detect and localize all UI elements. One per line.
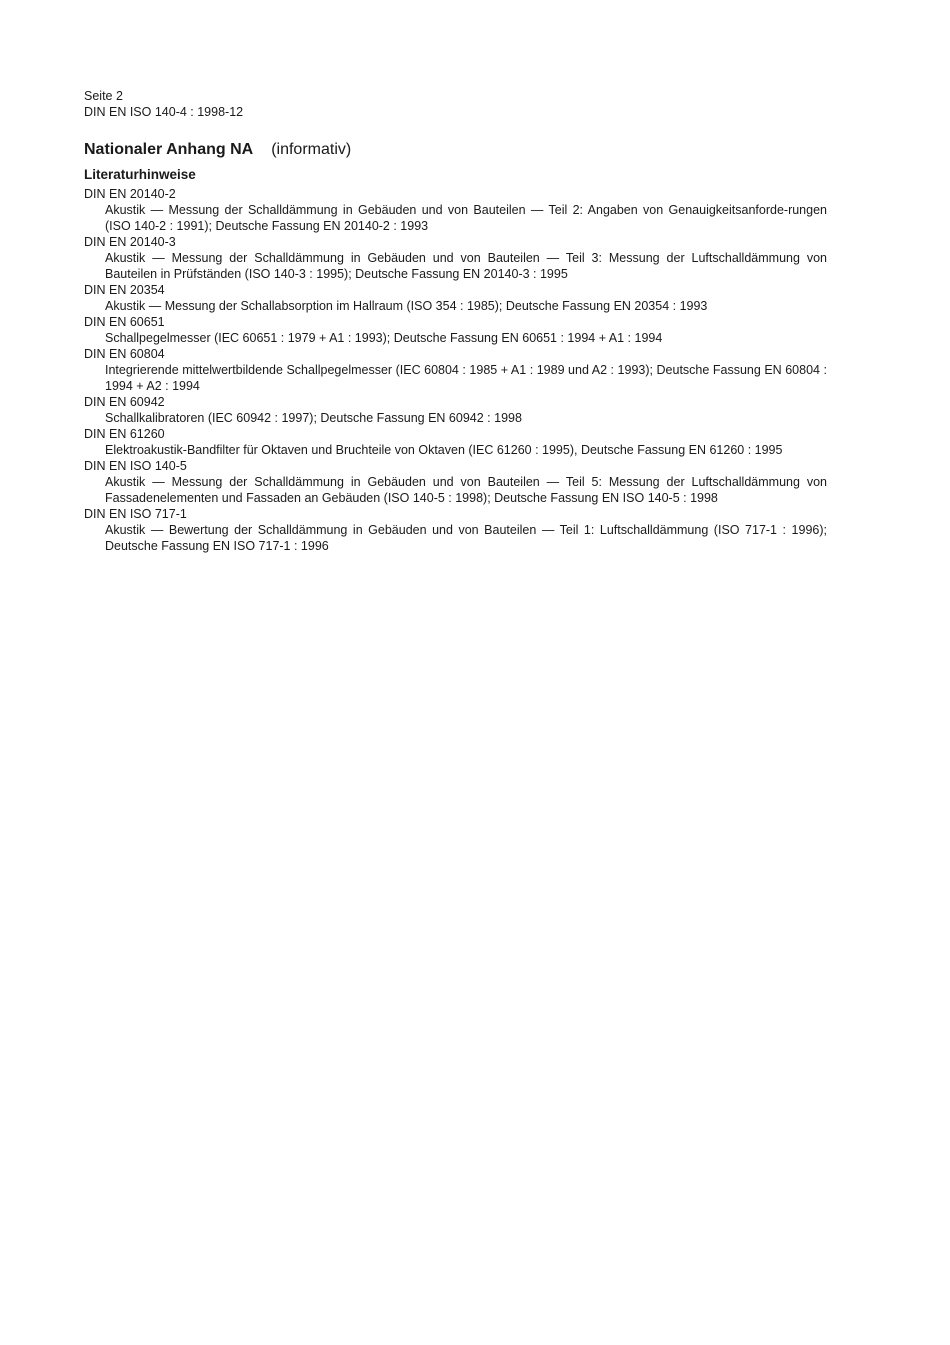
section-heading: Literaturhinweise bbox=[84, 167, 196, 182]
reference-item bbox=[84, 186, 827, 234]
reference-item bbox=[84, 394, 827, 426]
page-number: Seite 2 bbox=[84, 89, 123, 103]
reference-id: DIN EN ISO 717-1 bbox=[84, 507, 187, 521]
document-page bbox=[84, 89, 827, 554]
document-id: DIN EN ISO 140-4 : 1998-12 bbox=[84, 104, 244, 119]
reference-description: Schallkalibratoren (IEC 60942 : 1997); Deutsche Fassung EN 60942 : 1998 bbox=[105, 411, 522, 425]
reference-item bbox=[84, 458, 827, 506]
reference-description: Akustik — Bewertung der Schalldämmung in Gebäuden und von Bauteilen — Teil 1: Luftschalldämmung (ISO 717-1 : 1996); Deutsche Fassung EN ISO 717-1 : 1996 bbox=[105, 523, 827, 553]
reference-description: Akustik — Messung der Schallabsorption im Hallraum (ISO 354 : 1985); Deutsche Fassung EN 20354 : 1993 bbox=[105, 299, 708, 313]
annex-title bbox=[84, 140, 827, 160]
reference-description: Schallpegelmesser (IEC 60651 : 1979 + A1 : 1993); Deutsche Fassung EN 60651 : 1994 + A1 : 1994 bbox=[105, 331, 663, 345]
reference-item bbox=[84, 346, 827, 394]
reference-id: DIN EN 61260 bbox=[84, 427, 165, 441]
reference-list bbox=[84, 186, 827, 554]
reference-id: DIN EN 60942 bbox=[84, 395, 165, 409]
annex-title-text: Nationaler Anhang NA bbox=[84, 141, 254, 158]
reference-description: Elektroakustik-Bandfilter für Oktaven und Bruchteile von Oktaven (IEC 61260 : 1995), Deutsche Fassung EN 61260 : 1995 bbox=[105, 443, 783, 457]
reference-item bbox=[84, 314, 827, 346]
reference-id: DIN EN 20354 bbox=[84, 283, 165, 297]
reference-id: DIN EN 20140-3 bbox=[84, 235, 176, 249]
reference-id: DIN EN ISO 140-5 bbox=[84, 459, 187, 473]
annex-subtitle: (informativ) bbox=[271, 141, 352, 158]
page-header bbox=[84, 89, 827, 120]
reference-item bbox=[84, 282, 827, 314]
reference-id: DIN EN 20140-2 bbox=[84, 187, 176, 201]
reference-id: DIN EN 60651 bbox=[84, 315, 165, 329]
reference-description: Akustik — Messung der Schalldämmung in Gebäuden und von Bauteilen — Teil 2: Angaben von Genauigkeitsanforde-rungen (ISO 140-2 : 1991); Deutsche Fassung EN 20140-2 : 1993 bbox=[105, 203, 827, 233]
reference-item bbox=[84, 506, 827, 554]
reference-description: Akustik — Messung der Schalldämmung in Gebäuden und von Bauteilen — Teil 5: Messung der Luftschalldämmung von Fassadenelementen und Fassaden an Gebäuden (ISO 140-5 : 1998); Deutsche Fassung EN ISO 140-5 : 1998 bbox=[105, 475, 827, 505]
reference-description: Integrierende mittelwertbildende Schallpegelmesser (IEC 60804 : 1985 + A1 : 1989 und A2 : 1993); Deutsche Fassung EN 60804 : 1994 + A2 : 1994 bbox=[105, 363, 827, 393]
reference-item bbox=[84, 426, 827, 458]
reference-description: Akustik — Messung der Schalldämmung in Gebäuden und von Bauteilen — Teil 3: Messung der Luftschalldämmung von Bauteilen in Prüfständen (ISO 140-3 : 1995); Deutsche Fassung EN 20140-3 : 1995 bbox=[105, 251, 827, 281]
reference-item bbox=[84, 234, 827, 282]
reference-id: DIN EN 60804 bbox=[84, 347, 165, 361]
